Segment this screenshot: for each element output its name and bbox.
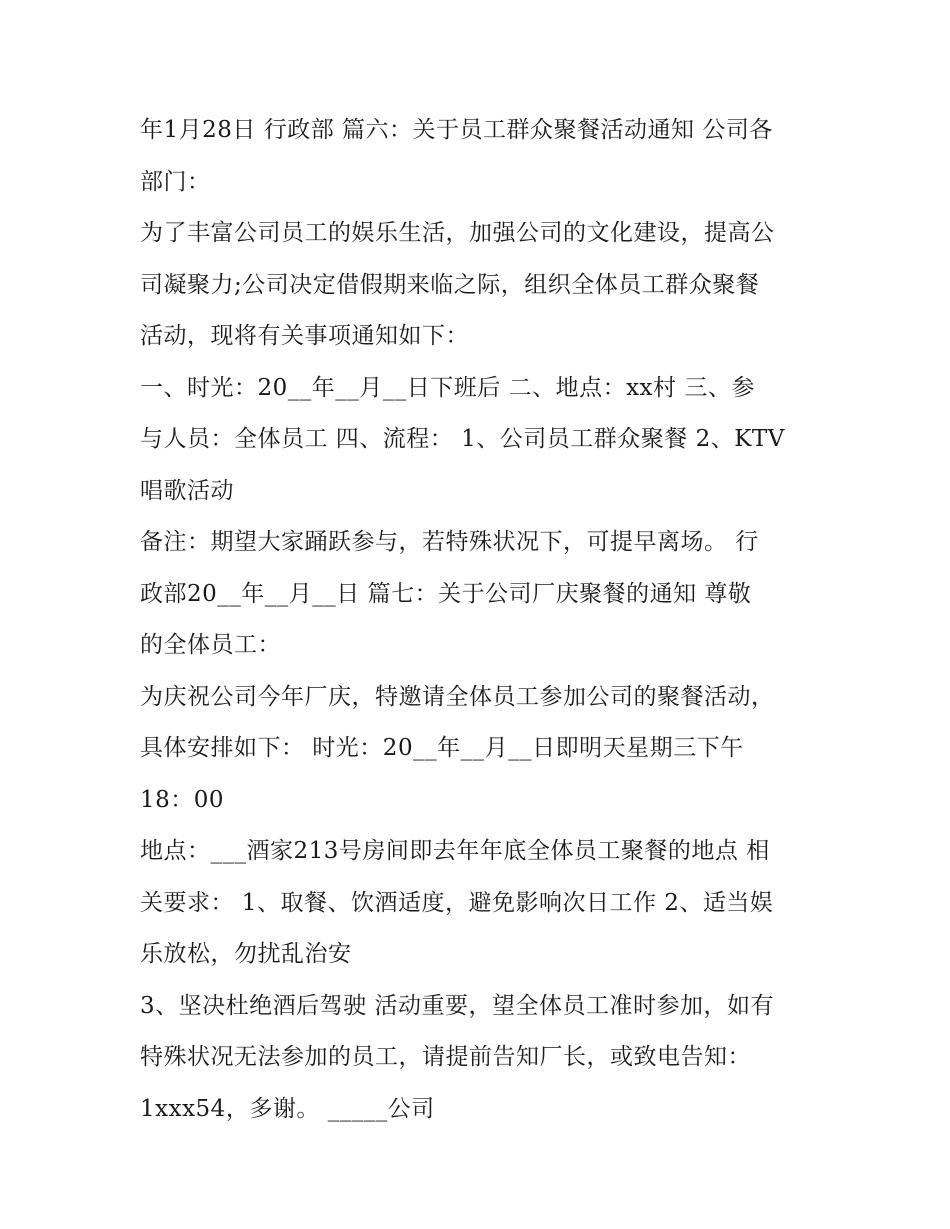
document-body bbox=[140, 105, 820, 1135]
text-line: 的全体员工： bbox=[140, 632, 281, 658]
text-line: 为庆祝公司今年厂庆，特邀请全体员工参加公司的聚餐活动， bbox=[140, 683, 775, 710]
text-line: 唱歌活动 bbox=[140, 477, 234, 504]
text-line: 具体安排如下： 时光：20__年__月__日即明天星期三下午 bbox=[140, 735, 744, 761]
text-line: 一、时光：20__年__月__日下班后 二、地点：xx村 三、参 bbox=[140, 374, 755, 401]
text-line: 3、坚决杜绝酒后驾驶 活动重要，望全体员工准时参加，如有 bbox=[140, 992, 774, 1019]
text-line: 年1月28日 行政部 篇六：关于员工群众聚餐活动通知 公司各 bbox=[140, 117, 773, 143]
text-line: 政部20__年__月__日 篇七：关于公司厂庆聚餐的通知 尊敬 bbox=[140, 580, 752, 607]
text-line: 18：00 bbox=[140, 786, 225, 813]
text-line: 特殊状况无法参加的员工，请提前告知厂长，或致电告知： bbox=[140, 1044, 751, 1070]
text-line: 乐放松，勿扰乱治安 bbox=[140, 941, 352, 967]
text-line: 1xxx54，多谢。 _____公司 bbox=[140, 1095, 435, 1122]
text-line: 活动，现将有关事项通知如下： bbox=[140, 323, 469, 349]
text-line: 与人员：全体员工 四、流程： 1、公司员工群众聚餐 2、KTV bbox=[140, 426, 785, 452]
text-line: 关要求： 1、取餐、饮酒适度，避免影响次日工作 2、适当娱 bbox=[140, 889, 774, 916]
text-line: 为了丰富公司员工的娱乐生活，加强公司的文化建设，提高公 bbox=[140, 220, 775, 246]
text-line: 部门： bbox=[140, 168, 211, 195]
text-line: 备注：期望大家踊跃参与，若特殊状况下，可提早离场。 行 bbox=[140, 529, 759, 555]
text-line: 地点：___酒家213号房间即去年年底全体员工聚餐的地点 相 bbox=[140, 838, 770, 864]
text-line: 司凝聚力;公司决定借假期来临之际，组织全体员工群众聚餐 bbox=[140, 271, 760, 298]
